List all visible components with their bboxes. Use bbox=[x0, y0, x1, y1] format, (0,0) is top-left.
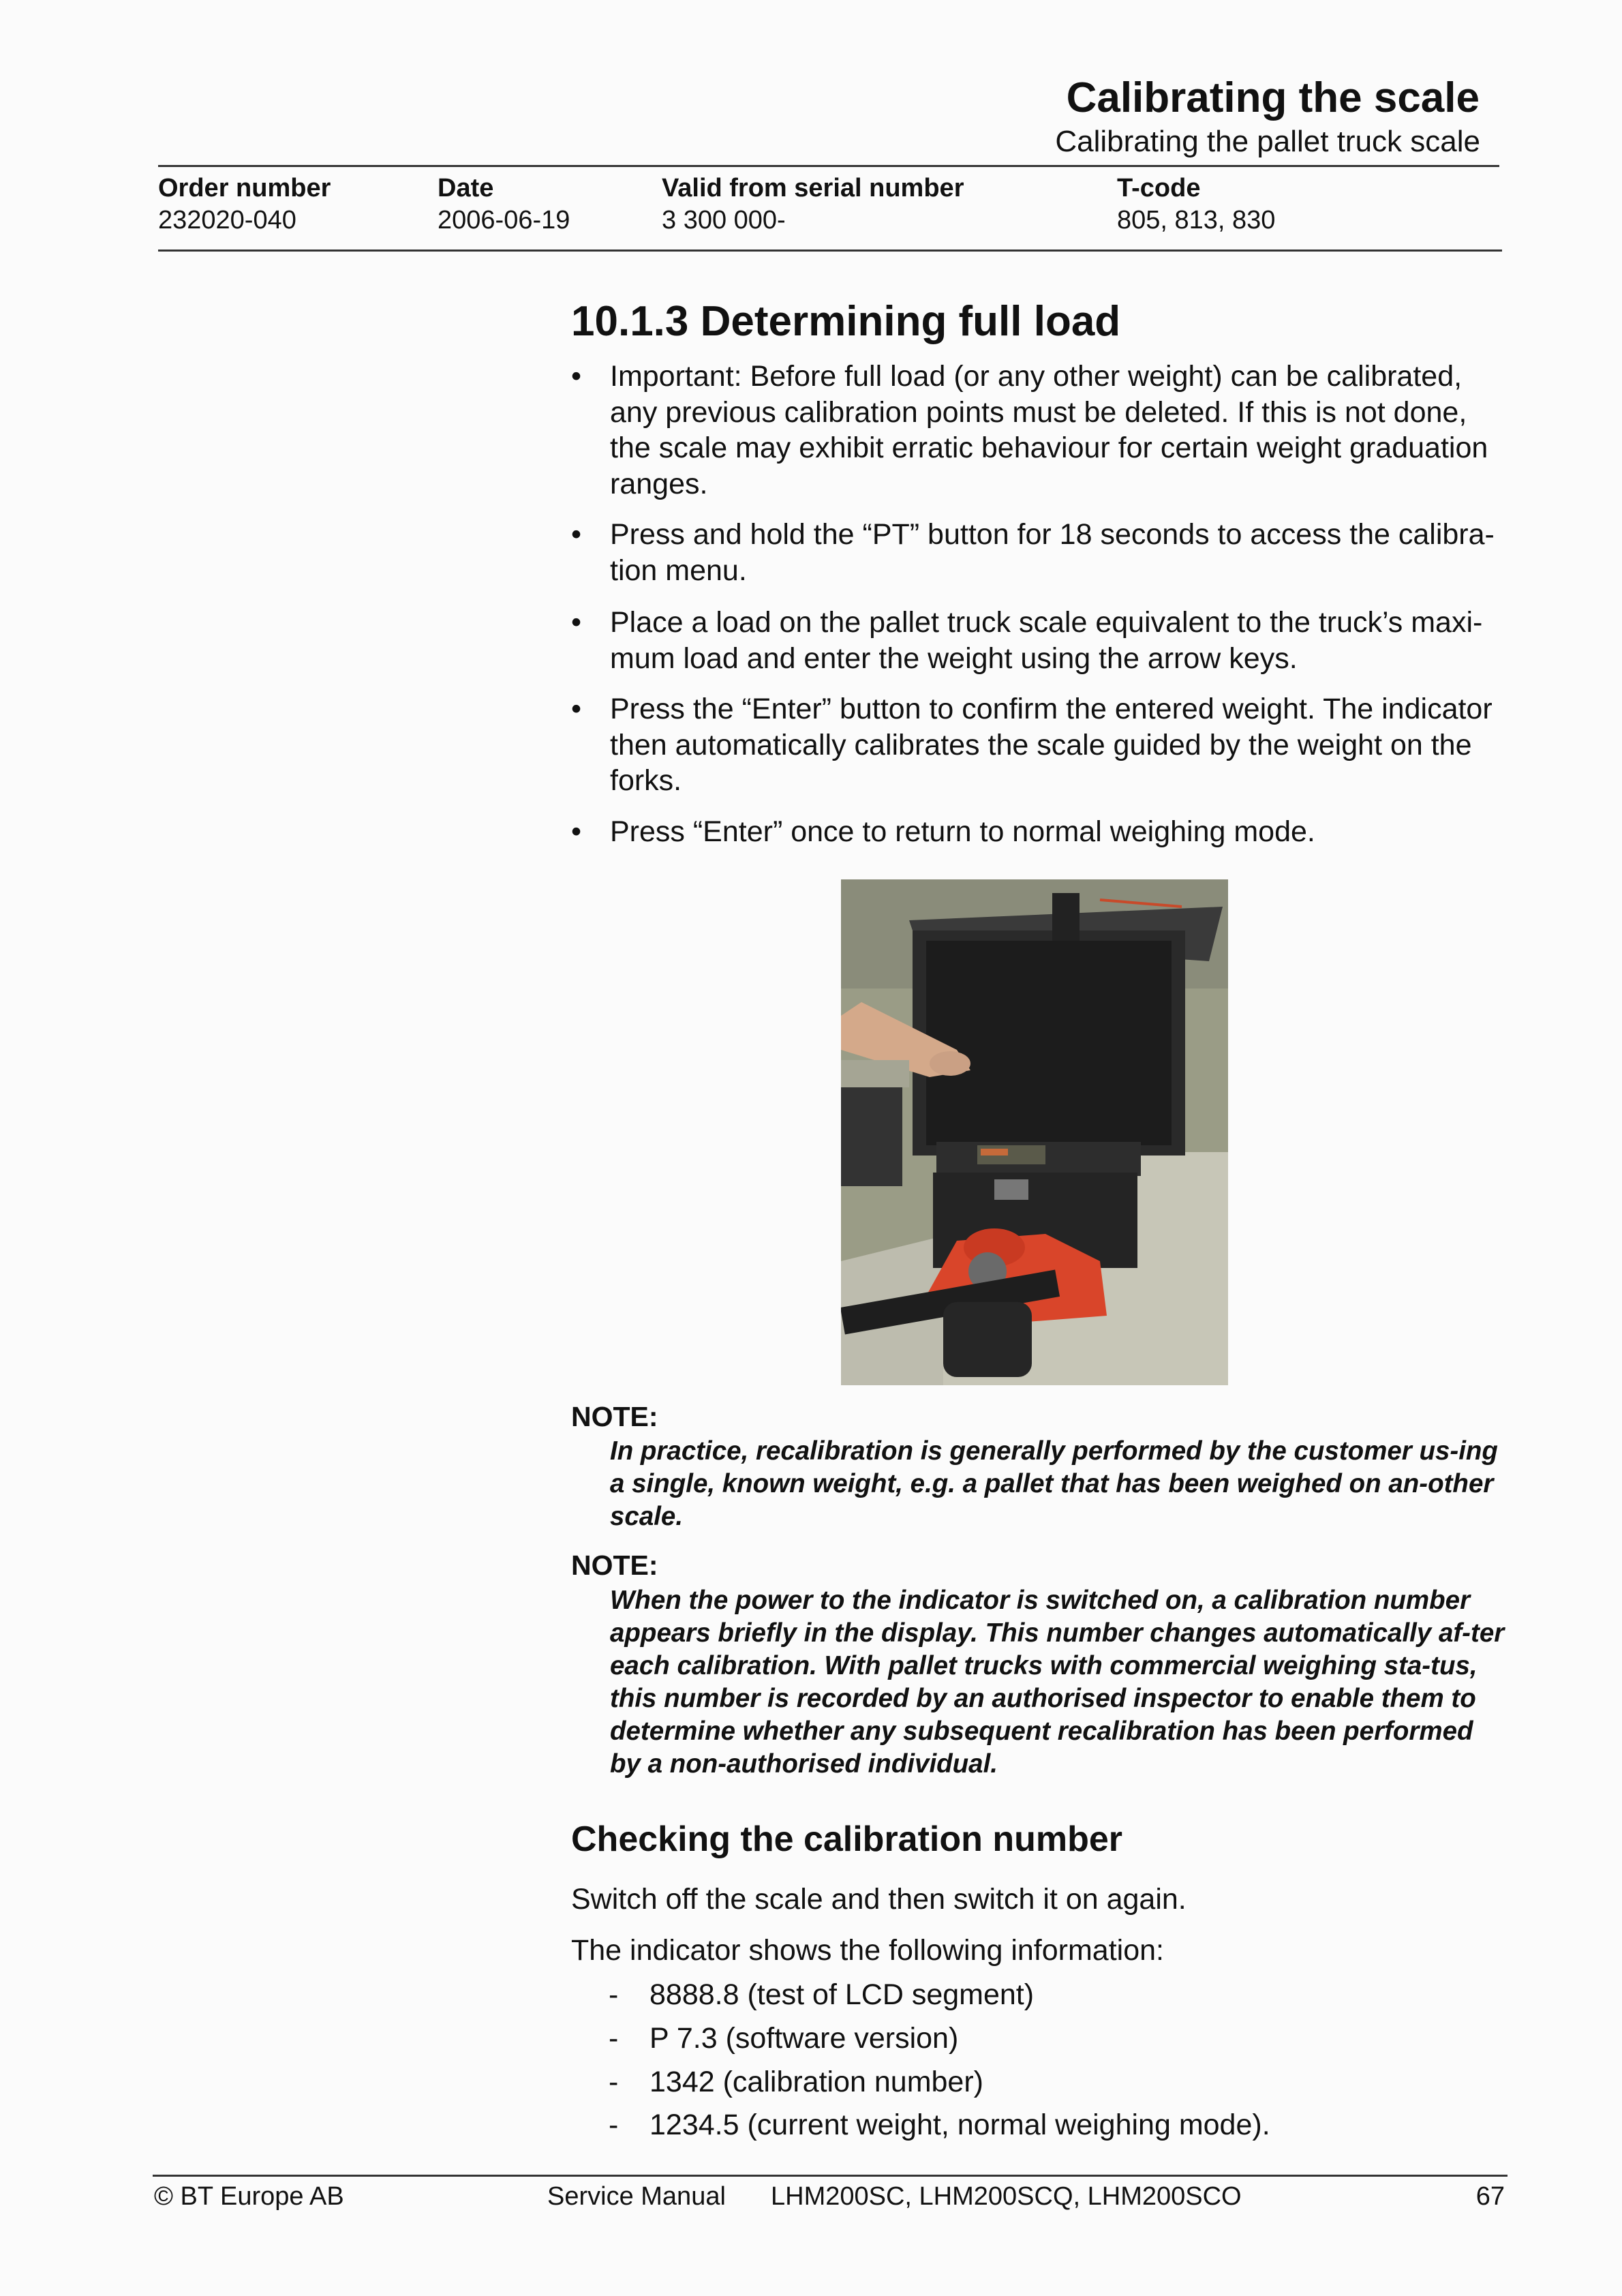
bullet-text: Press and hold the “PT” button for 18 seconds to access the calibra-tion menu. bbox=[610, 518, 1495, 587]
note-text: When the power to the indicator is switched on, a calibration number appears briefly in the display. This number changes automatically af-ter each calibration. With pallet trucks with commercial weighing sta-tus, this number is recorded by an authorised inspector to enable them to determine whether any subsequent recalibration has been performed by a non-authorised individual. bbox=[610, 1586, 1505, 1779]
page-title: Calibrating the scale bbox=[1066, 74, 1480, 121]
bullet-text: Place a load on the pallet truck scale equivalent to the truck’s maxi-mum load and enter the weight using the arrow keys. bbox=[610, 606, 1483, 675]
date-label: Date bbox=[438, 174, 494, 202]
order-number-label: Order number bbox=[158, 174, 331, 202]
note-label: NOTE: bbox=[571, 1401, 658, 1432]
footer-rule bbox=[153, 2175, 1508, 2177]
footer-models: LHM200SC, LHM200SCQ, LHM200SCO bbox=[771, 2182, 1242, 2211]
bullet-icon: • bbox=[571, 693, 582, 725]
subsection-heading: Checking the calibration number bbox=[571, 1819, 1123, 1859]
indicator-info-intro: The indicator shows the following information: bbox=[571, 1934, 1164, 1967]
tcode-value: 805, 813, 830 bbox=[1117, 206, 1276, 235]
pallet-truck-photo bbox=[841, 879, 1228, 1385]
serial-label: Valid from serial number bbox=[662, 174, 964, 202]
tcode-label: T-code bbox=[1117, 174, 1201, 202]
bullet-icon: • bbox=[571, 606, 582, 639]
order-number-value: 232020-040 bbox=[158, 206, 296, 235]
serial-value: 3 300 000- bbox=[662, 206, 786, 235]
photo-illustration bbox=[841, 879, 1228, 1385]
bullet-text: Important: Before full load (or any other weight) can be calibrated, any previous calibration points must be deleted. If this is not done, the scale may exhibit erratic behaviour for certain weight graduation ranges. bbox=[610, 360, 1488, 500]
list-item-text: 8888.8 (test of LCD segment) bbox=[649, 1978, 1035, 2011]
instruction-paragraph: Switch off the scale and then switch it on again. bbox=[571, 1883, 1187, 1916]
bullet-text: Press the “Enter” button to confirm the entered weight. The indicator then automatically calibrates the scale guided by the weight on the forks. bbox=[610, 693, 1493, 797]
header-bottom-rule bbox=[158, 250, 1502, 252]
page-number: 67 bbox=[1475, 2182, 1505, 2211]
bullet-text: Press “Enter” once to return to normal weighing mode. bbox=[610, 815, 1315, 848]
date-value: 2006-06-19 bbox=[438, 206, 570, 235]
footer-doc-type: Service Manual bbox=[547, 2182, 726, 2211]
footer-copyright: © BT Europe AB bbox=[154, 2182, 344, 2211]
list-item-text: P 7.3 (software version) bbox=[649, 2022, 959, 2055]
dash-icon: - bbox=[609, 2066, 619, 2098]
list-item-text: 1234.5 (current weight, normal weighing mode). bbox=[649, 2109, 1270, 2141]
header-top-rule bbox=[158, 165, 1499, 167]
bullet-icon: • bbox=[571, 360, 582, 393]
dash-icon: - bbox=[609, 1978, 619, 2011]
note-text: In practice, recalibration is generally performed by the customer us-ing a single, known weight, e.g. a pallet that has been weighed on an-other scale. bbox=[610, 1436, 1498, 1531]
dash-icon: - bbox=[609, 2109, 619, 2141]
bullet-icon: • bbox=[571, 518, 582, 551]
list-item-text: 1342 (calibration number) bbox=[649, 2066, 983, 2098]
page-subtitle: Calibrating the pallet truck scale bbox=[1055, 125, 1480, 158]
section-heading: 10.1.3 Determining full load bbox=[571, 298, 1121, 345]
dash-icon: - bbox=[609, 2022, 619, 2055]
bullet-icon: • bbox=[571, 815, 582, 848]
note-label: NOTE: bbox=[571, 1550, 658, 1581]
